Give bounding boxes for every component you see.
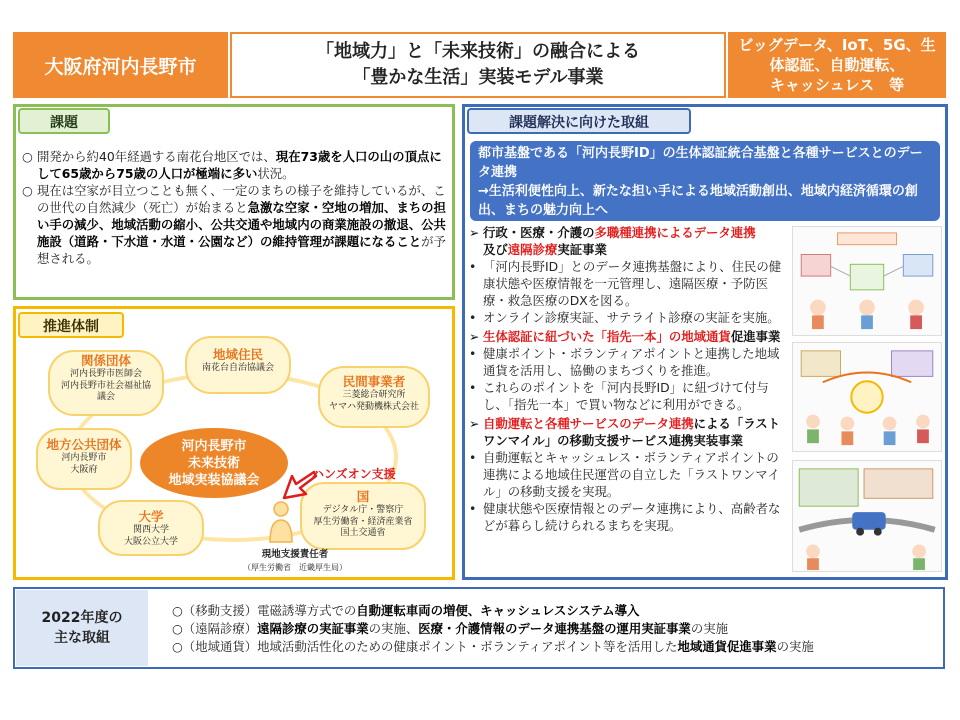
node-member: 河内長野市医師会 [69,369,142,379]
arrow-bullet-icon: ➢ [469,329,480,344]
heading-red-text: 遠隔診療 [507,242,558,257]
local-support-manager [230,548,360,574]
bullet-text: 「河内長野ID」とのデータ連携基盤により、住民の健康状態や医療情報を一元管理し、遠隔医療・予防医療・救急医療のDXを図る。 [483,259,782,308]
fy2022-item-currency [172,638,932,656]
heading-red-text: 多職種連携によるデータ連携 [594,225,756,240]
local-currency-illustration [792,342,942,452]
circle-bullet-icon: ○ [22,149,33,164]
heading-text: 及び [483,242,508,257]
issue-1-text: 開発から約40年経過する南花台地区では、 [37,149,276,164]
council-center [140,428,288,498]
item-text: ○（地域通貨）地域活動活性化のための健康ポイント・ボランティアポイント等を活用した [172,639,678,654]
heading-red-text: 自動運転と各種サービスのデータ連携 [483,416,694,431]
node-member: 大阪府 [70,464,98,475]
summary-line1: 都市基盤である「河内長野ID」の生体認証統合基盤と各種サービスとのデータ連携 [478,146,923,180]
technologies-banner [728,32,946,98]
autonomous-driving-illustration [792,460,942,572]
issue-1-tail: 状況。 [257,166,295,181]
node-member: 大阪公立大学 [123,536,178,547]
node-member: デジタル庁・警察庁 [322,505,404,515]
technologies-line3: キャッシュレス 等 [769,76,905,94]
promotion-structure-tab: 推進体制 [18,312,124,338]
fy2022-label-line2: 主な取組 [54,630,110,646]
solution-heading-3 [469,415,787,449]
item-text: ○（移動支援）電磁誘導方式での [172,603,357,618]
solution-bullet [469,379,787,413]
item-text: ○（遠隔診療） [172,621,258,636]
bullet-text: これらのポイントを「河内長野ID」に紐づけて付与し、「指先一本」で買い物などに利用ができる。 [483,380,769,412]
project-title-line1: 「地域力」と「未来技術」の融合による [316,41,640,62]
fy2022-item-mobility [172,602,932,620]
item-highlight: 自動運転車両の増便、キャッシュレスシステム導入 [356,603,640,618]
technologies-line1: ビッグデータ、IoT、5G、生 [738,36,936,54]
project-title [230,32,726,98]
item-text: の実施 [776,639,814,654]
issue-1-highlight: 現在73歳を人口の山の頂点にして65歳から75歳の人口が極端に多い [37,149,442,181]
node-member: 南花台自治協議会 [201,363,274,373]
medical-data-illustration [792,226,942,336]
support-manager-title: 現地支援責任者 [261,549,329,560]
node-universities [98,500,204,556]
circle-bullet-icon: ○ [22,183,33,198]
node-member: 議会 [96,392,115,402]
fy2022-items [172,602,932,656]
solutions-list [469,224,787,534]
item-highlight: 医療・介護情報のデータ連携基盤の運用実証事業 [418,621,691,636]
heading-text: 促進事業 [730,329,781,344]
dot-bullet-icon: • [469,501,477,516]
heading-text: による「ラストワンマイル」の移動支援サービス連携実装事業 [483,416,781,448]
issue-2-tail: が予想される。 [37,234,446,266]
bullet-text: 自動運転とキャッシュレス・ボランティアポイントの連携による地域住民運営の自立した「ラストワンマイル」の移動支援を実現。 [483,450,780,499]
issue-2-text: 現在は空家が目立つことも無く、一定のまちの様子を維持しているが、この世代の自然減少（死亡）が始まると [37,183,446,215]
solution-bullet [469,309,787,326]
solution-bullet [469,258,787,309]
solution-bullet [469,449,787,500]
item-text: の実施、 [368,621,419,636]
dot-bullet-icon: • [469,346,477,361]
technologies-line2: 体認証、自動運転、 [769,56,905,74]
arrow-bullet-icon: ➢ [469,416,480,431]
item-highlight: 遠隔診療の実証事業 [257,621,369,636]
summary-line2: →生活利便性向上、新たな担い手による地域活動創出、地域内経済循環の創出、まちの魅力向上へ [478,184,918,218]
arrow-bullet-icon: ➢ [469,225,480,240]
city-name-banner [13,32,228,98]
dot-bullet-icon: • [469,380,477,395]
council-name-line2: 未来技術 [187,455,240,471]
person-icon [267,500,295,546]
node-title: 地域住民 [212,347,263,362]
node-local-residents [185,336,291,394]
node-member: ヤマハ発動機株式会社 [329,401,419,412]
node-title: 民間事業者 [342,374,406,389]
solution-bullet [469,500,787,534]
node-member: 河内長野市社会福祉協 [60,380,151,391]
node-title: 地方公共団体 [46,437,122,452]
city-name: 大阪府河内長野市 [44,55,197,78]
project-title-line2: 「豊かな生活」実装モデル事業 [352,67,604,88]
node-private-companies [318,366,430,428]
item-highlight: 地域通貨促進事業 [677,639,777,654]
node-related-organizations [48,350,164,416]
heading-text: 実証事業 [557,242,607,257]
bullet-text: オンライン診療実証、サテライト診療の実証を実施。 [483,310,780,325]
hands-on-support-label: ハンズオン支援 [312,467,396,481]
solution-heading-2 [469,328,787,345]
fy2022-item-telemedicine [172,620,932,638]
solution-bullet [469,345,787,379]
node-title: 関係団体 [80,353,131,368]
fy2022-label-line1: 2022年度の [41,610,123,626]
heading-text: 行政・医療・介護の [483,225,595,240]
issue-item-2 [22,182,448,267]
node-member: 厚生労働省・経済産業省 [313,516,413,527]
solutions-tab: 課題解決に向けた取組 [467,108,691,134]
node-member: 関西大学 [132,525,169,535]
fy2022-label [16,590,148,666]
solutions-summary-banner [470,141,940,221]
issue-item-1 [22,148,448,182]
issues-text [22,148,448,267]
dot-bullet-icon: • [469,450,477,465]
bullet-text: 健康状態や医療情報とのデータ連携により、高齢者などが暮らし続けられるまちを実現。 [483,501,781,533]
issue-2-highlight: 急激な空家・空地の増加、まちの担い手の減少、地域活動の縮小、公共交通や地域内の商業施設の撤退、公共施設（道路・下水道・水道・公園など）の維持管理が課題になること [37,200,446,249]
item-text: の実施 [690,621,728,636]
council-name-line1: 河内長野市 [181,438,247,454]
dot-bullet-icon: • [469,310,477,325]
node-local-government [36,428,132,490]
heading-red-text: 生体認証に紐づいた「指先一本」の地域通貨 [483,329,731,344]
node-member: 三菱総合研究所 [342,390,406,400]
node-member: 国土交通省 [340,528,386,538]
node-title: 大学 [138,509,164,524]
support-manager-affiliation: （厚生労働省 近畿厚生局） [243,563,347,572]
node-title: 国 [356,489,370,504]
dot-bullet-icon: • [469,259,477,274]
council-name-line3: 地域実装協議会 [168,472,260,488]
node-member: 河内長野市 [61,453,107,463]
bullet-text: 健康ポイント・ボランティアポイントと連携した地域通貨を活用し、協働のまちづくりを推進。 [483,346,780,378]
solution-heading-1 [469,224,787,258]
issues-tab: 課題 [18,108,110,134]
